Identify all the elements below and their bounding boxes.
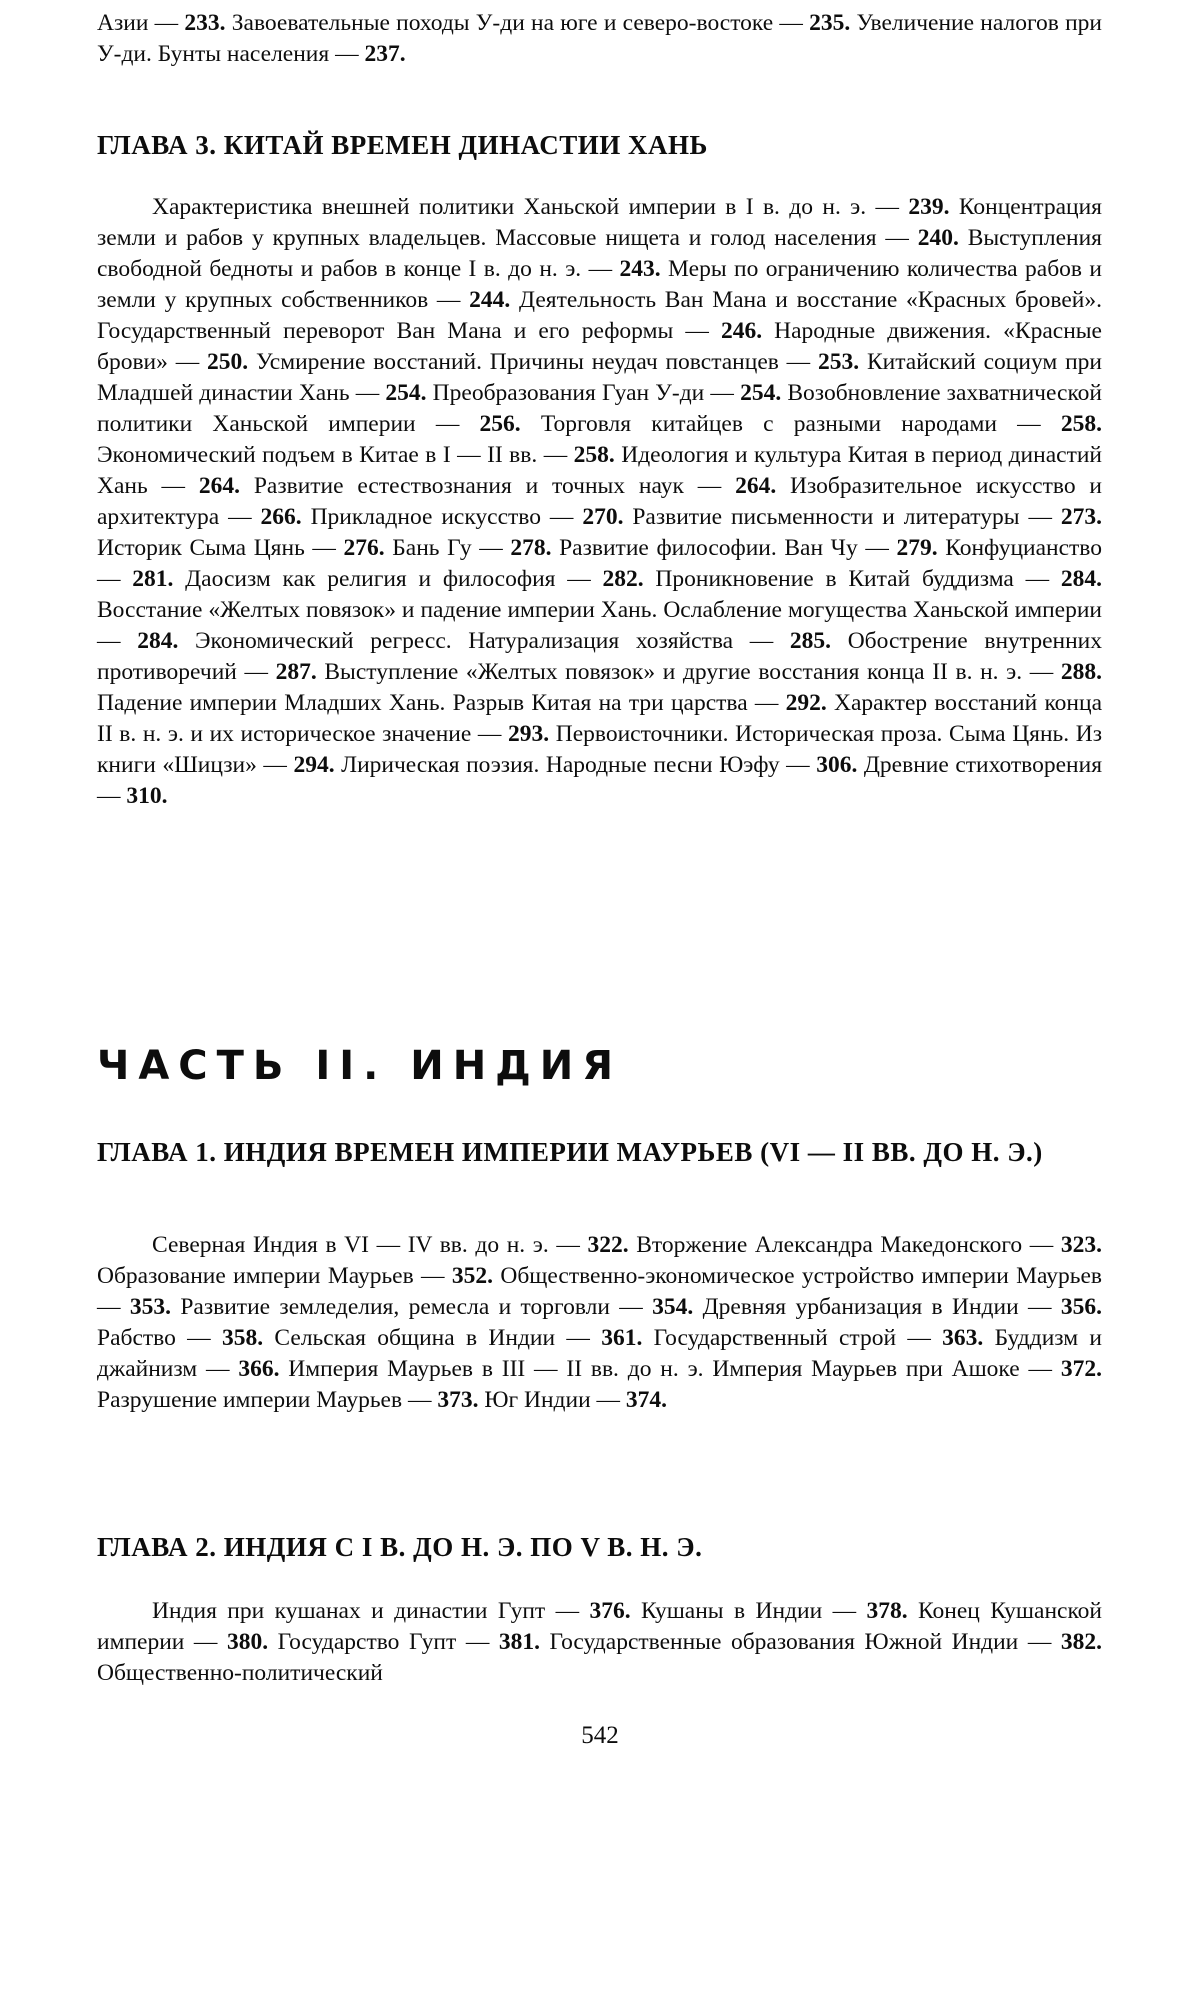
document-page <box>0 0 1200 2011</box>
chapter-2-body <box>97 1596 1102 1689</box>
chapter-2-paragraph: Индия при кушанах и династии Гупт — 376. Кушаны в Индии — 378. Конец Кушанской империи — 380. Государство Гупт — 381. Государственные образования Южной Индии — 382. Общественно-политический <box>97 1596 1102 1689</box>
page-reference: 281. <box>132 566 173 592</box>
page-reference: 243. <box>620 256 661 282</box>
page-reference: 239. <box>908 194 949 220</box>
page-reference: 352. <box>452 1263 493 1289</box>
page-reference: 382. <box>1061 1629 1102 1655</box>
page-reference: 266. <box>261 504 302 530</box>
chapter-2-title: ГЛАВА 2. ИНДИЯ С I В. ДО Н. Э. ПО V В. Н. Э. <box>97 1530 1102 1564</box>
page-number: 542 <box>0 1722 1200 1750</box>
page-reference: 254. <box>740 380 781 406</box>
page-reference: 237. <box>364 41 405 67</box>
page-reference: 233. <box>184 10 225 36</box>
page-reference: 372. <box>1061 1356 1102 1382</box>
page-reference: 254. <box>385 380 426 406</box>
page-reference: 284. <box>137 628 178 654</box>
page-reference: 285. <box>790 628 831 654</box>
page-reference: 380. <box>227 1629 268 1655</box>
page-reference: 354. <box>652 1294 693 1320</box>
page-reference: 358. <box>222 1325 263 1351</box>
page-reference: 376. <box>590 1598 631 1624</box>
continuation-section <box>97 8 1102 70</box>
page-reference: 256. <box>480 411 521 437</box>
chapter-2-section <box>97 1530 1102 1564</box>
chapter-1-title: ГЛАВА 1. ИНДИЯ ВРЕМЕН ИМПЕРИИ МАУРЬЕВ (VI — II ВВ. ДО Н. Э.) <box>97 1135 1102 1169</box>
page-reference: 322. <box>588 1232 629 1258</box>
page-reference: 250. <box>207 349 248 375</box>
page-reference: 270. <box>582 504 623 530</box>
page-reference: 292. <box>786 690 827 716</box>
chapter-1-body <box>97 1230 1102 1416</box>
page-reference: 240. <box>918 225 959 251</box>
page-reference: 356. <box>1061 1294 1102 1320</box>
page-reference: 288. <box>1061 659 1102 685</box>
page-reference: 279. <box>896 535 937 561</box>
page-reference: 306. <box>816 752 857 778</box>
page-reference: 244. <box>469 287 510 313</box>
page-reference: 293. <box>508 721 549 747</box>
page-reference: 258. <box>1061 411 1102 437</box>
page-reference: 294. <box>293 752 334 778</box>
page-reference: 363. <box>942 1325 983 1351</box>
page-reference: 282. <box>603 566 644 592</box>
page-reference: 373. <box>437 1387 478 1413</box>
page-reference: 323. <box>1061 1232 1102 1258</box>
page-reference: 246. <box>721 318 762 344</box>
page-reference: 276. <box>344 535 385 561</box>
page-reference: 284. <box>1061 566 1102 592</box>
page-reference: 287. <box>276 659 317 685</box>
page-reference: 278. <box>510 535 551 561</box>
page-reference: 253. <box>818 349 859 375</box>
page-reference: 374. <box>626 1387 667 1413</box>
page-reference: 258. <box>574 442 615 468</box>
page-reference: 273. <box>1061 504 1102 530</box>
page-reference: 381. <box>499 1629 540 1655</box>
continuation-paragraph: Азии — 233. Завоевательные походы У-ди на юге и северо-востоке — 235. Увеличение налогов при У-ди. Бунты населения — 237. <box>97 8 1102 70</box>
page-reference: 366. <box>238 1356 279 1382</box>
chapter-1-section <box>97 1135 1102 1169</box>
page-reference: 264. <box>199 473 240 499</box>
page-reference: 310. <box>126 783 167 809</box>
chapter-3-section <box>97 128 1102 162</box>
chapter-1-paragraph: Северная Индия в VI — IV вв. до н. э. — 322. Вторжение Александра Македонского — 323. Образование империи Маурьев — 352. Общественно-экономическое устройство империи Маурьев — 353. Развитие земледелия, ремесла и торговли — 354. Древняя урбанизация в Индии — 356. Рабство — 358. Сельская община в Индии — 361. Государственный строй — 363. Буддизм и джайнизм — 366. Империя Маурьев в III — II вв. до н. э. Империя Маурьев при Ашоке — 372. Разрушение империи Маурьев — 373. Юг Индии — 374. <box>97 1230 1102 1416</box>
page-reference: 378. <box>866 1598 907 1624</box>
page-reference: 235. <box>809 10 850 36</box>
page-reference: 361. <box>601 1325 642 1351</box>
page-reference: 264. <box>735 473 776 499</box>
chapter-3-body <box>97 192 1102 812</box>
chapter-3-title: ГЛАВА 3. КИТАЙ ВРЕМЕН ДИНАСТИИ ХАНЬ <box>97 128 1102 162</box>
chapter-3-paragraph: Характеристика внешней политики Ханьской империи в I в. до н. э. — 239. Концентрация земли и рабов у крупных владельцев. Массовые нищета и голод населения — 240. Выступления свободной бедноты и рабов в конце I в. до н. э. — 243. Меры по ограничению количества рабов и земли у крупных собственников — 244. Деятельность Ван Мана и восстание «Красных бровей». Государственный переворот Ван Мана и его реформы — 246. Народные движения. «Красные брови» — 250. Усмирение восстаний. Причины неудач повстанцев — 253. Китайский социум при Младшей династии Хань — 254. Преобразования Гуан У-ди — 254. Возобновление захватнической политики Ханьской империи — 256. Торговля китайцев с разными народами — 258. Экономический подъем в Китае в I — II вв. — 258. Идеология и культура Китая в период династий Хань — 264. Развитие естествознания и точных наук — 264. Изобразительное искусство и архитектура — 266. Прикладное искусство — 270. Развитие письменности и литературы — 273. Историк Сыма Цянь — 276. Бань Гу — 278. Развитие философии. Ван Чу — 279. Конфуцианство — 281. Даосизм как религия и философия — 282. Проникновение в Китай буддизма — 284. Восстание «Желтых повязок» и падение империи Хань. Ослабление могущества Ханьской империи — 284. Экономический регресс. Натурализация хозяйства — 285. Обострение внутренних противоречий — 287. Выступление «Желтых повязок» и другие восстания конца II в. н. э. — 288. Падение империи Младших Хань. Разрыв Китая на три царства — 292. Характер восстаний конца II в. н. э. и их историческое значение — 293. Первоисточники. Историческая проза. Сыма Цянь. Из книги «Шицзи» — 294. Лирическая поэзия. Народные песни Юэфу — 306. Древние стихотворения — 310. <box>97 192 1102 812</box>
page-reference: 353. <box>130 1294 171 1320</box>
part-2-section <box>97 1043 1102 1089</box>
part-2-title: ЧАСТЬ II. ИНДИЯ <box>97 1043 1102 1089</box>
